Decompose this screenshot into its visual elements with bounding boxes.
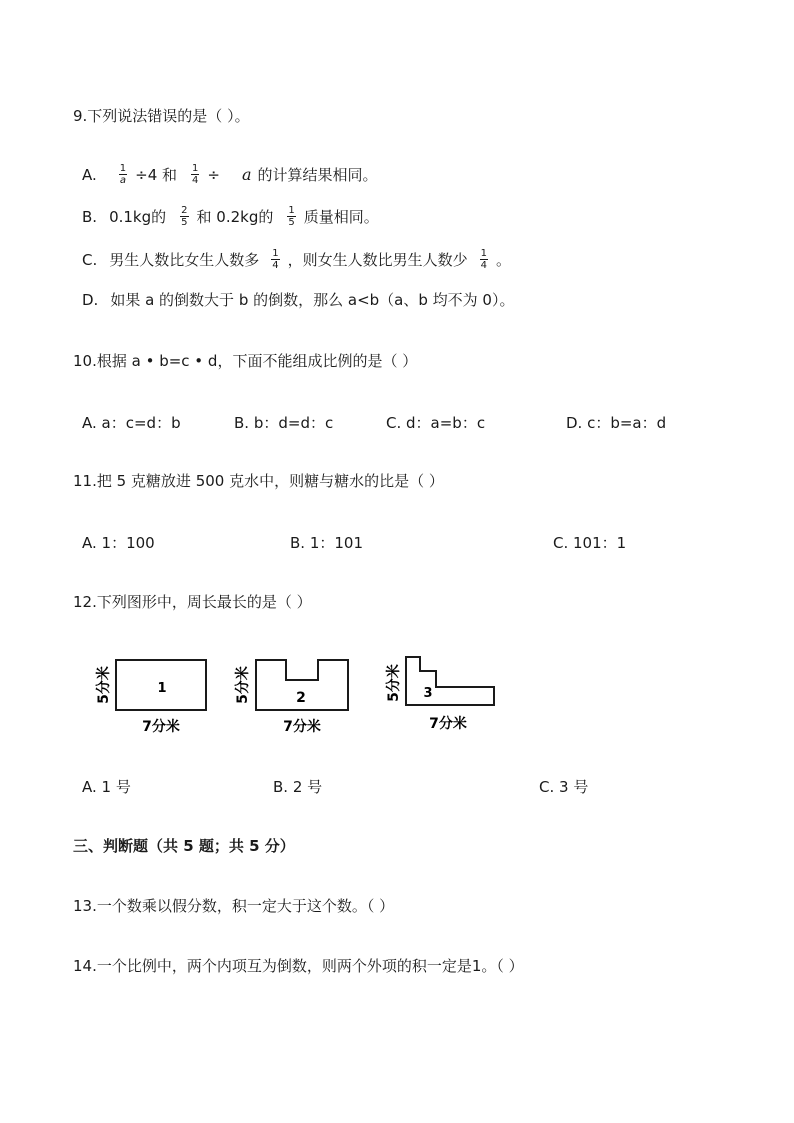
q12-option-c: C. 3 号 xyxy=(539,778,589,796)
q11-stem: 11.把 5 克糖放进 500 克水中，则糖与糖水的比是（ ） xyxy=(73,472,444,490)
text: 。 xyxy=(496,250,512,269)
q10-option-a: A. a：c=d：b xyxy=(82,414,181,432)
variable: a xyxy=(241,164,252,184)
q11-option-c: C. 101：1 xyxy=(553,534,627,552)
q12-stem: 12.下列图形中，周长最长的是（ ） xyxy=(73,593,312,611)
fraction: $\frac{1}{a}$ xyxy=(119,163,127,186)
perimeter-figures xyxy=(0,645,794,745)
figure-2-bottom-label: 7分米 xyxy=(283,719,321,735)
figure-1 xyxy=(95,660,206,735)
fraction: $\frac{1}{4}$ xyxy=(192,163,199,186)
figure-1-bottom-label: 7分米 xyxy=(142,719,180,735)
q14-stem: 14.一个比例中，两个内项互为倒数，则两个外项的积一定是1。（ ） xyxy=(73,957,524,975)
option-label: B. xyxy=(82,207,98,226)
figure-2 xyxy=(234,660,348,735)
text: ，则女生人数比男生人数少 xyxy=(287,250,468,269)
figure-3-shape xyxy=(406,657,494,705)
fraction: $\frac{1}{4}$ xyxy=(480,248,488,271)
option-label: C. xyxy=(82,250,98,269)
text: 和 0.2kg的 xyxy=(196,207,274,226)
q10-option-b: B. b：d=d：c xyxy=(234,414,334,432)
q11-option-a: A. 1：100 xyxy=(82,534,155,552)
q12-option-a: A. 1 号 xyxy=(82,778,131,796)
text: ÷4 和 xyxy=(135,165,178,184)
q9-option-b xyxy=(82,205,379,228)
q10-option-d: D. c：b=a：d xyxy=(566,414,667,432)
q12-option-b: B. 2 号 xyxy=(273,778,323,796)
q9-option-a xyxy=(82,163,378,186)
option-label: D. xyxy=(82,291,99,309)
section-heading: 三、判断题（共 5 题；共 5 分） xyxy=(73,837,295,855)
fraction: $\frac{1}{4}$ xyxy=(272,248,279,271)
q10-option-c: C. d：a=b：c xyxy=(386,414,486,432)
q9-stem: 9.下列说法错误的是（ ）。 xyxy=(73,107,250,125)
figure-1-number: 1 xyxy=(157,681,167,696)
figure-1-side-label: 5分米 xyxy=(96,666,112,704)
text: ÷ xyxy=(207,165,220,184)
q11-option-b: B. 1：101 xyxy=(290,534,364,552)
figure-3-number: 3 xyxy=(423,686,433,701)
figure-3-bottom-label: 7分米 xyxy=(429,716,467,732)
figure-2-side-label: 5分米 xyxy=(235,666,251,704)
text: 男生人数比女生人数多 xyxy=(109,250,260,269)
fraction: $\frac{2}{5}$ xyxy=(181,205,188,228)
q13-stem: 13.一个数乘以假分数，积一定大于这个数。（ ） xyxy=(73,897,395,915)
q10-stem: 10.根据 a • b=c • d，下面不能组成比例的是（ ） xyxy=(73,352,418,370)
text: 如果 a 的倒数大于 b 的倒数，那么 a<b（a、b 均不为 0）。 xyxy=(110,291,515,309)
fraction: $\frac{1}{5}$ xyxy=(288,205,295,228)
figure-3-side-label: 5分米 xyxy=(386,664,402,702)
text: 的计算结果相同。 xyxy=(257,165,378,184)
figure-2-number: 2 xyxy=(296,690,306,706)
q9-option-d xyxy=(82,290,514,310)
figure-3 xyxy=(385,657,494,732)
option-label: A. xyxy=(82,165,97,184)
text: 质量相同。 xyxy=(303,207,379,226)
q9-option-c xyxy=(82,248,511,271)
text: 0.1kg的 xyxy=(109,207,167,226)
